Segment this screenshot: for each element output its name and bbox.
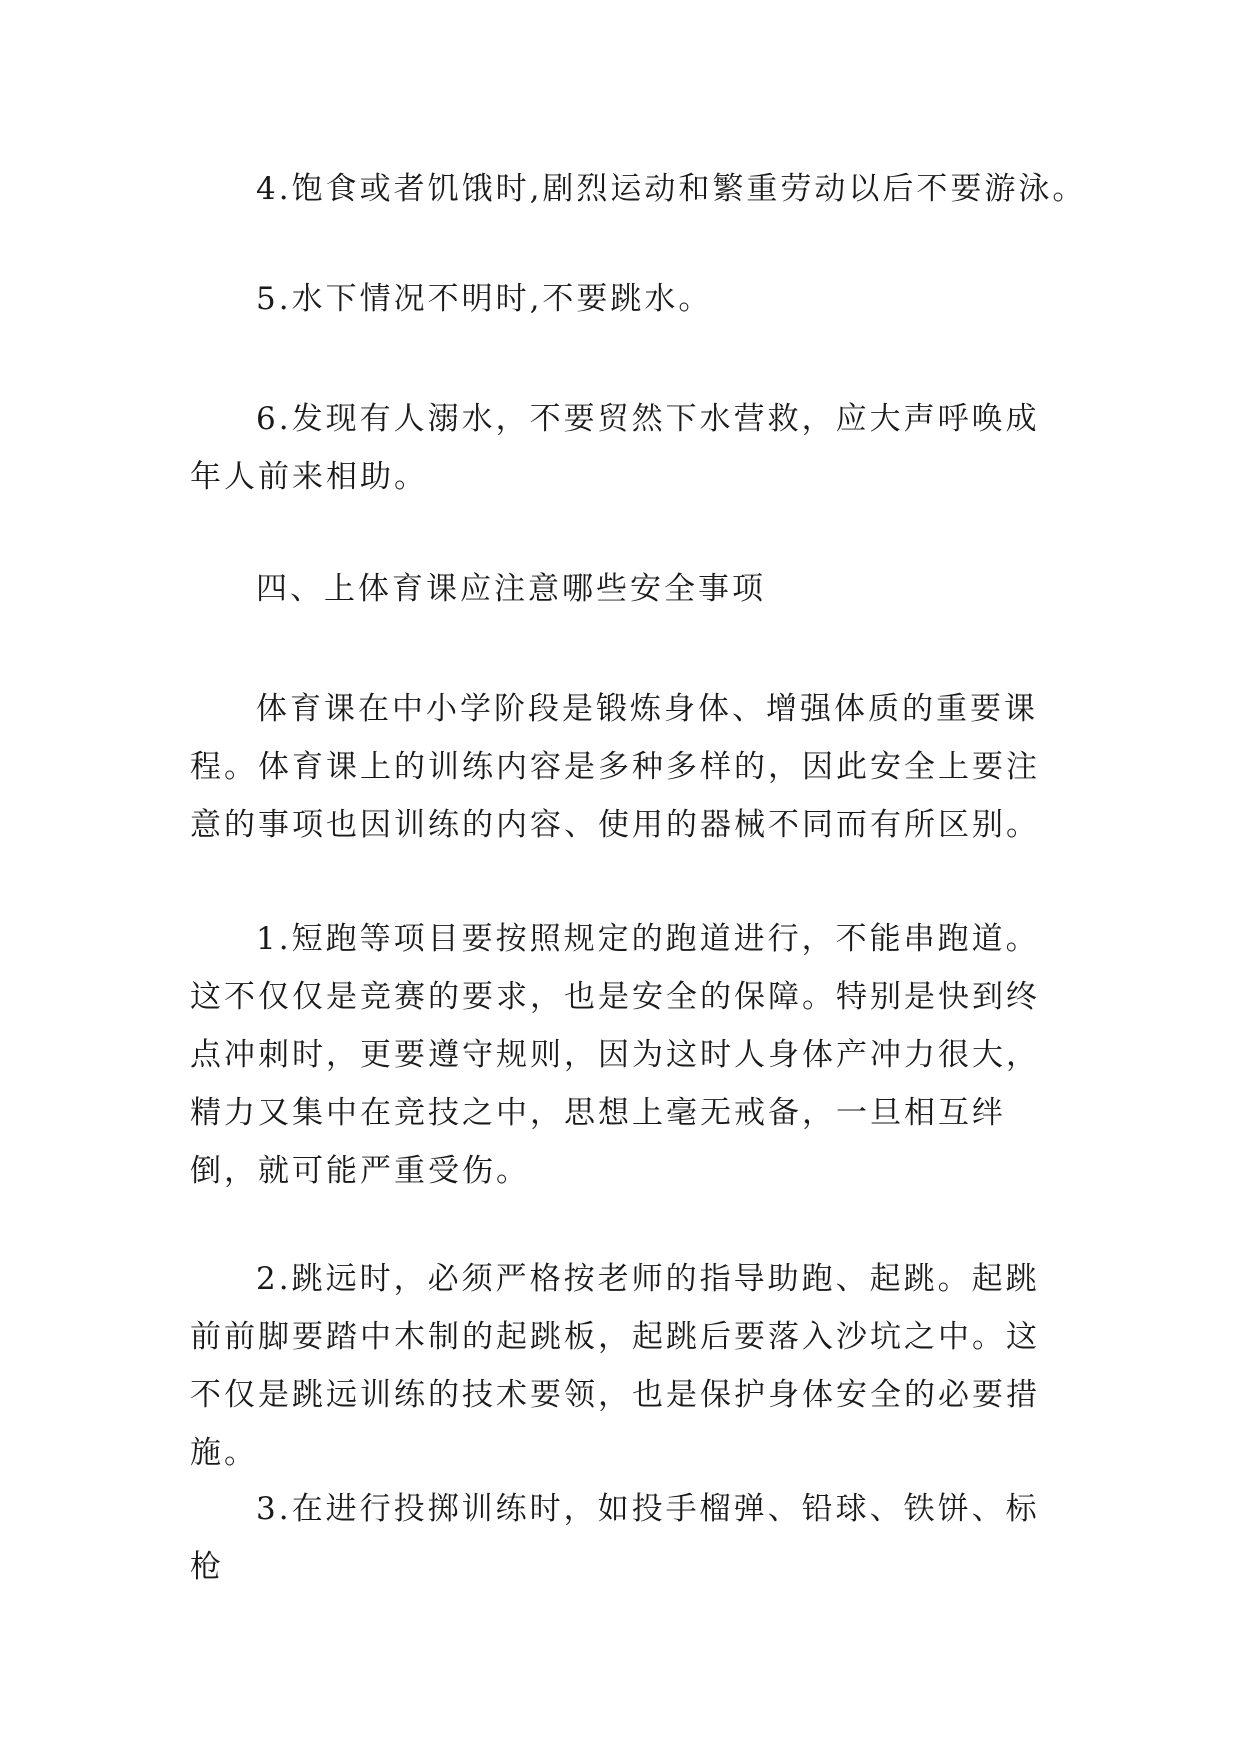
- paragraph-rule-3: 3.在进行投掷训练时，如投手榴弹、铅球、铁饼、标枪: [190, 1491, 1040, 1585]
- paragraph-item-6: 6.发现有人溺水，不要贸然下水营救，应大声呼唤成年人前来相助。: [190, 401, 1040, 495]
- paragraph-intro: 体育课在中小学阶段是锻炼身体、增强体质的重要课程。体育课上的训练内容是多种多样的，因此安全上要注意的事项也因训练的内容、使用的器械不同而有所区别。: [190, 691, 1040, 843]
- paragraph-rule-2: 2.跳远时，必须严格按老师的指导助跑、起跳。起跳前前脚要踏中木制的起跳板，起跳后要落入沙坑之中。这不仅是跳远训练的技术要领，也是保护身体安全的必要措施。: [190, 1261, 1040, 1471]
- section-heading: 四、上体育课应注意哪些安全事项: [256, 571, 766, 607]
- paragraph-item-4: 4.饱食或者饥饿时,剧烈运动和繁重劳动以后不要游泳。: [256, 171, 1087, 207]
- paragraph-item-5: 5.水下情况不明时,不要跳水。: [256, 281, 713, 317]
- paragraph-rule-1: 1.短跑等项目要按照规定的跑道进行，不能串跑道。这不仅仅是竞赛的要求，也是安全的保障。特别是快到终点冲刺时，更要遵守规则，因为这时人身体产冲力很大，精力又集中在竞技之中，思想上毫无戒备，一旦相互绊倒，就可能严重受伤。: [190, 921, 1040, 1189]
